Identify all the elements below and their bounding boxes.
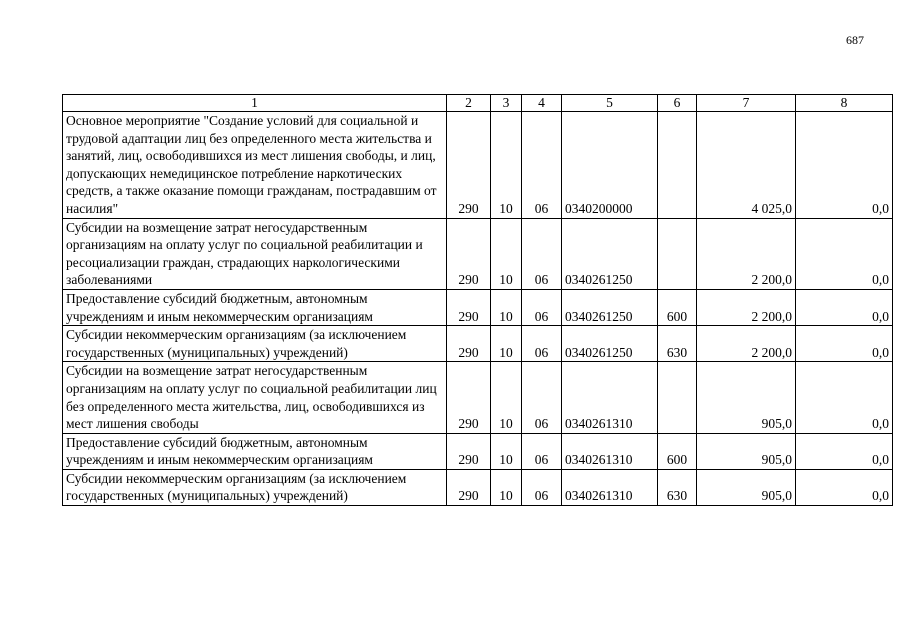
row-cell: 0,0 — [796, 469, 893, 505]
column-header: 6 — [658, 95, 697, 112]
row-name-cell: Основное мероприятие "Создание условий для социальной и трудовой адаптации лиц без определенного места жительства и занятий, лиц, освободившихся из мест лишения свободы, и лиц, допускающих немедицинское потребление наркотических средств, а также оказание помощи гражданам, пострадавшим от насилия" — [63, 112, 447, 219]
column-header: 7 — [697, 95, 796, 112]
row-cell: 10 — [491, 433, 522, 469]
row-name-cell: Субсидии на возмещение затрат негосударственным организациям на оплату услуг по социальной реабилитации и ресоциализации граждан, страдающих наркологическими заболеваниями — [63, 218, 447, 289]
row-cell: 905,0 — [697, 433, 796, 469]
row-cell: 0340261310 — [562, 469, 658, 505]
row-name-cell: Субсидии на возмещение затрат негосударственным организациям на оплату услуг по социальной реабилитации лиц без определенного места жительства, лиц, освободившихся из мест лишения свободы — [63, 362, 447, 433]
row-name-cell: Предоставление субсидий бюджетным, автономным учреждениям и иным некоммерческим организациям — [63, 433, 447, 469]
row-cell: 10 — [491, 218, 522, 289]
row-cell: 0,0 — [796, 433, 893, 469]
row-cell: 290 — [447, 469, 491, 505]
row-cell: 06 — [522, 433, 562, 469]
column-header: 1 — [63, 95, 447, 112]
row-cell: 290 — [447, 362, 491, 433]
row-cell: 0,0 — [796, 362, 893, 433]
row-cell: 290 — [447, 433, 491, 469]
column-header: 3 — [491, 95, 522, 112]
table-row — [63, 218, 893, 289]
row-cell: 10 — [491, 469, 522, 505]
row-cell — [658, 112, 697, 219]
row-cell: 2 200,0 — [697, 289, 796, 325]
row-cell — [658, 362, 697, 433]
row-cell: 0340261310 — [562, 362, 658, 433]
row-cell: 10 — [491, 326, 522, 362]
row-cell: 0340261250 — [562, 326, 658, 362]
row-cell: 06 — [522, 326, 562, 362]
row-cell: 0,0 — [796, 326, 893, 362]
column-header: 2 — [447, 95, 491, 112]
row-cell: 2 200,0 — [697, 218, 796, 289]
row-cell: 10 — [491, 289, 522, 325]
table-row — [63, 326, 893, 362]
row-cell: 630 — [658, 469, 697, 505]
budget-table — [62, 94, 893, 506]
table-row — [63, 469, 893, 505]
column-header: 8 — [796, 95, 893, 112]
row-cell: 0340261250 — [562, 289, 658, 325]
row-cell: 905,0 — [697, 362, 796, 433]
row-cell: 06 — [522, 289, 562, 325]
row-cell: 290 — [447, 326, 491, 362]
row-cell: 290 — [447, 218, 491, 289]
row-cell: 2 200,0 — [697, 326, 796, 362]
table-row — [63, 112, 893, 219]
row-name-cell: Предоставление субсидий бюджетным, автономным учреждениям и иным некоммерческим организациям — [63, 289, 447, 325]
row-cell: 600 — [658, 289, 697, 325]
row-name-cell: Субсидии некоммерческим организациям (за исключением государственных (муниципальных) учреждений) — [63, 326, 447, 362]
row-name-cell: Субсидии некоммерческим организациям (за исключением государственных (муниципальных) учреждений) — [63, 469, 447, 505]
table-row — [63, 362, 893, 433]
column-header: 4 — [522, 95, 562, 112]
row-cell: 4 025,0 — [697, 112, 796, 219]
row-cell: 0340261250 — [562, 218, 658, 289]
row-cell: 10 — [491, 362, 522, 433]
table-row — [63, 433, 893, 469]
table-row — [63, 289, 893, 325]
row-cell: 0340200000 — [562, 112, 658, 219]
table-header-row — [63, 95, 893, 112]
row-cell: 0,0 — [796, 289, 893, 325]
row-cell: 0340261310 — [562, 433, 658, 469]
row-cell: 06 — [522, 112, 562, 219]
page-number: 687 — [846, 33, 864, 47]
row-cell: 06 — [522, 362, 562, 433]
row-cell: 630 — [658, 326, 697, 362]
row-cell: 600 — [658, 433, 697, 469]
row-cell — [658, 218, 697, 289]
row-cell: 0,0 — [796, 218, 893, 289]
row-cell: 290 — [447, 112, 491, 219]
row-cell: 290 — [447, 289, 491, 325]
row-cell: 10 — [491, 112, 522, 219]
row-cell: 905,0 — [697, 469, 796, 505]
row-cell: 0,0 — [796, 112, 893, 219]
column-header: 5 — [562, 95, 658, 112]
row-cell: 06 — [522, 218, 562, 289]
row-cell: 06 — [522, 469, 562, 505]
